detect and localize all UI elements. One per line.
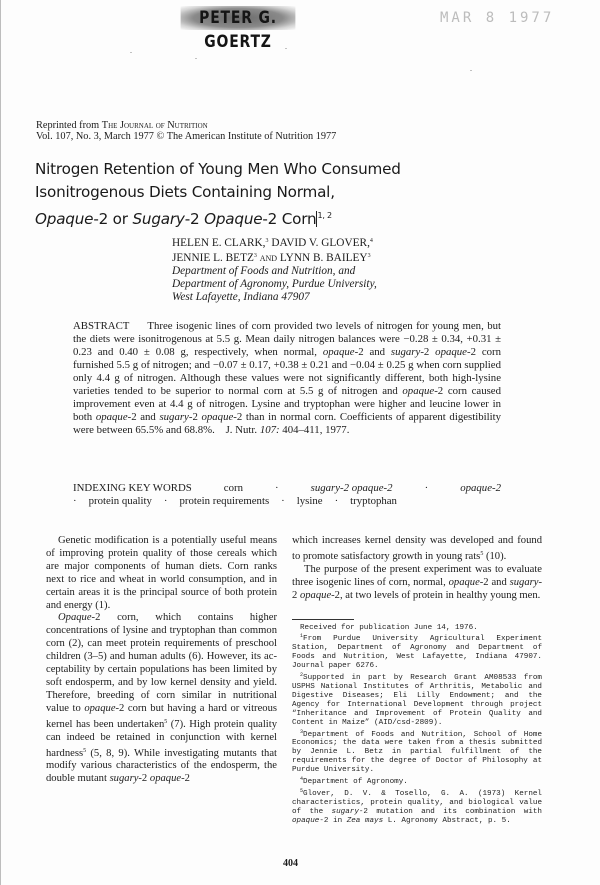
footnote-ref: 5 xyxy=(83,747,87,754)
body-italic: opaque xyxy=(448,576,480,588)
keyword-separator: · xyxy=(275,482,279,494)
body-italic: sugary xyxy=(509,576,539,588)
abstract-italic: sugary xyxy=(159,411,189,423)
footnote-text: -2 mutation and its combination with xyxy=(358,807,542,816)
abstract-text: Three isogenic lines of corn provided two levels of nitrogen for young men, but the diets were isonitrogenous at 5.5 g. Mean daily nitrogen balances were −0.28 ± 0.34, +0.31 ± 0.23 and 0.40 ± 0.08 g, respectively, when normal, xyxy=(73,320,501,358)
body-text: (5, 8, 9). While investigating mutants that modify various characteristics of the endosperm, the double mutant xyxy=(46,747,277,785)
title-line-2: Isonitrogenous Diets Containing Normal, xyxy=(35,183,335,201)
author-name: JENNIE L. BETZ xyxy=(172,252,254,264)
keyword: opaque-2 xyxy=(460,482,501,494)
title-text: -2 Corn xyxy=(262,210,317,228)
footnote-number: 2 xyxy=(300,672,304,679)
body-text: (10). xyxy=(483,550,507,562)
author-line-1 xyxy=(172,235,377,250)
keyword: protein quality xyxy=(88,495,152,507)
affiliation-line: Department of Agronomy, Purdue University, xyxy=(172,278,377,290)
footnote-text: -2 in xyxy=(319,816,347,825)
abstract-italic: sugary xyxy=(390,346,421,358)
indexing-keywords xyxy=(73,482,501,508)
body-italic: opaque xyxy=(149,773,182,785)
body-paragraph: Genetic modification is a potentially useful means of improving protein quality of those cereals which are major components of human diets. Corn ranks next to rice and wheat in world consumption, and in certain areas it is the principal source of both protein and energy (1). xyxy=(46,535,277,611)
keyword: tryptophan xyxy=(350,495,397,507)
abstract-text: -2 than in normal corn. Coefficients of apparent digestibility were between 65.5% and 68.8%. xyxy=(73,411,502,436)
footnote-italic: Zea mays xyxy=(346,816,384,825)
author-name: DAVID V. GLOVER, xyxy=(271,237,370,249)
page-number: 404 xyxy=(283,858,298,869)
footnote xyxy=(292,787,542,826)
author-ref: 4 xyxy=(369,238,373,244)
keyword: protein requirements xyxy=(179,495,270,507)
received-date: Received for publication June 14, 1976. xyxy=(300,623,478,632)
title-line-3 xyxy=(35,204,401,231)
authors-block xyxy=(172,235,377,304)
abstract-text: -2 xyxy=(188,411,202,423)
body-text: -2 xyxy=(292,576,542,601)
body-column-right xyxy=(292,535,542,826)
abstract-italic: opaque xyxy=(201,411,234,423)
body-text: -2 and xyxy=(479,576,510,588)
body-italic: Opaque xyxy=(58,612,92,624)
keywords-line-1 xyxy=(73,482,501,495)
keywords-line-2 xyxy=(73,495,501,508)
keyword-separator: · xyxy=(424,482,429,494)
abstract-citation-volume: 107: xyxy=(259,424,280,436)
body-text: -2 corn but having a hard or vitreous kernel has been undertaken xyxy=(46,702,277,730)
reprint-prefix: Reprinted from xyxy=(36,120,102,131)
abstract-italic: opaque xyxy=(402,385,435,397)
footnote xyxy=(292,671,542,727)
footnote-number: 4 xyxy=(300,776,304,783)
abstract-text: -2 corn furnished 5.5 g of nitrogen; and −0.07 ± 0.17, +0.38 ± 0.21 and −0.04 ± 0.25 g when corn supplied only 4.4 g of nitrogen. Although these values were not significantly different, both high-lysine varieties tended to be superior to normal corn at 5.5 g of nitrogen and xyxy=(73,346,502,397)
reprint-line-1 xyxy=(36,120,336,131)
keyword: corn xyxy=(223,482,243,494)
body-paragraph xyxy=(292,535,542,564)
footnote-ref: 5 xyxy=(480,550,484,557)
title-italic: Sugary xyxy=(132,210,185,228)
footnote xyxy=(292,728,542,776)
title-text: -2 or xyxy=(93,210,133,228)
abstract-text: -2 and xyxy=(127,411,160,423)
keyword-separator: · xyxy=(281,495,285,507)
footnote-ref: 5 xyxy=(164,718,168,725)
abstract-italic: opaque xyxy=(435,346,467,358)
footnote xyxy=(292,775,542,787)
body-italic: opaque xyxy=(84,702,116,714)
reprint-notice xyxy=(36,120,336,142)
author-line-2 xyxy=(172,250,377,265)
footnote-text: Department of Agronomy. xyxy=(303,778,408,787)
reprint-line-2: Vol. 107, No. 3, March 1977 © The American Institute of Nutrition 1977 xyxy=(36,131,337,142)
footnote-italic: sugary xyxy=(331,807,359,816)
title-footnote-refs: 1, 2 xyxy=(317,211,332,220)
body-text: -2 xyxy=(138,773,150,785)
footnote-text: Glover, D. V. & Tosello, G. A. (1973) Kernel characteristics, protein quality, and biological value of the xyxy=(292,789,542,816)
page-edge xyxy=(0,0,1,885)
keyword-separator: · xyxy=(73,495,77,507)
journal-name: The Journal of Nutrition xyxy=(101,120,208,131)
author-ref: 3 xyxy=(367,253,371,259)
footnote-divider xyxy=(292,619,354,620)
keyword: lysine xyxy=(296,495,323,507)
body-italic: opaque xyxy=(299,589,332,601)
author-ref: 3 xyxy=(253,253,257,259)
scan-speck xyxy=(285,48,287,49)
scan-speck xyxy=(470,70,472,71)
affiliation-line: Department of Foods and Nutrition, and xyxy=(172,265,356,277)
author-conjunction: and xyxy=(259,252,278,264)
footnote-number: 5 xyxy=(300,787,304,794)
abstract-text: -2 corn caused improvement even at 4.4 g of nitrogen. Lysine and tryptophan were higher and leucine lower in both xyxy=(73,385,501,423)
abstract-text: -2 and xyxy=(354,346,391,358)
body-paragraph xyxy=(46,612,277,786)
keyword: sugary-2 opaque-2 xyxy=(310,482,393,494)
body-text: The purpose of the present experiment was to evaluate three isogenic lines of corn, normal, xyxy=(292,563,542,588)
footnote-text: From Purdue University Agricultural Experiment Station, Department of Agronomy and Department of Foods and Nutrition, West Lafayette, Indiana 47907. Journal paper 6276. xyxy=(292,635,542,671)
title-line-1: Nitrogen Retention of Young Men Who Consumed xyxy=(35,160,401,178)
body-italic: sugary xyxy=(109,773,139,785)
abstract-italic: opaque xyxy=(322,346,355,358)
keyword-separator: · xyxy=(163,495,168,507)
author-name: LYNN B. BAILEY xyxy=(279,252,368,264)
footnote-text: Department of Foods and Nutrition, School of Home Economics; the data were taken from a thesis submitted by Jennie L. Betz in partial fulfillment of the requirements for the degree of Doctor of Philosophy at Purdue University. xyxy=(292,730,542,775)
body-column-left xyxy=(46,535,277,786)
abstract-citation: J. Nutr. xyxy=(225,424,260,436)
keywords-label: INDEXING KEY WORDS xyxy=(73,482,192,494)
author-ref: 3 xyxy=(265,238,269,244)
footnotes xyxy=(292,624,542,826)
abstract-text: -2 xyxy=(420,346,436,358)
paper-title xyxy=(35,158,401,231)
footnote-number: 1 xyxy=(300,633,304,640)
keyword-separator: · xyxy=(334,495,339,507)
date-stamp: MAR 8 1977 xyxy=(440,10,555,26)
body-text: (7). High protein quality can indeed be retained in conjunction with kernel hardness xyxy=(46,718,277,759)
abstract-label: ABSTRACT xyxy=(73,320,130,332)
abstract-italic: opaque xyxy=(95,411,128,423)
title-italic: Opaque xyxy=(204,210,263,228)
title-italic: Opaque xyxy=(35,210,94,228)
author-name: HELEN E. CLARK, xyxy=(172,237,266,249)
footnote-text: L. Agronomy Abstract, p. 5. xyxy=(383,816,511,825)
affiliation-line: West Lafayette, Indiana 47907 xyxy=(172,291,310,303)
title-text: -2 xyxy=(184,210,205,228)
abstract xyxy=(73,320,501,437)
footnote-italic: opaque xyxy=(292,816,320,825)
scan-speck xyxy=(195,58,197,59)
footnote-number: 3 xyxy=(300,728,304,735)
footnote-text: Supported in part by Research Grant AM08533 from USPHS National Institutes of Arthritis, Metabolic and Digestive Diseases; Eli Lilly Endowment; and the Agency for International Development through project “Inheritance and Improvement of Protein Quality and Content in Maize” (AID/csd-2809). xyxy=(292,674,542,727)
body-text: -2, at two levels of protein in healthy young men. xyxy=(331,589,541,601)
body-text: -2 xyxy=(181,773,190,785)
body-text: -2 corn, which contains higher concentrations of lysine and tryptophan than common corn (2), can meet protein requirements of preschool children (3–5) and human adults (6). However, its acceptability by certain populations has been limited by soft endosperm, and by low kernel density and yield. Therefore, breeding of corn similar in nutritional value to xyxy=(46,612,277,714)
footnote xyxy=(292,632,542,671)
body-text: which increases kernel density was developed and found to promote satisfactory growth in young rats xyxy=(292,535,542,562)
scan-speck xyxy=(130,52,132,53)
body-paragraph xyxy=(292,564,542,603)
name-stamp: PETER G. GOERTZ xyxy=(181,6,296,30)
abstract-citation-pages: 404–411, 1977. xyxy=(279,424,350,436)
